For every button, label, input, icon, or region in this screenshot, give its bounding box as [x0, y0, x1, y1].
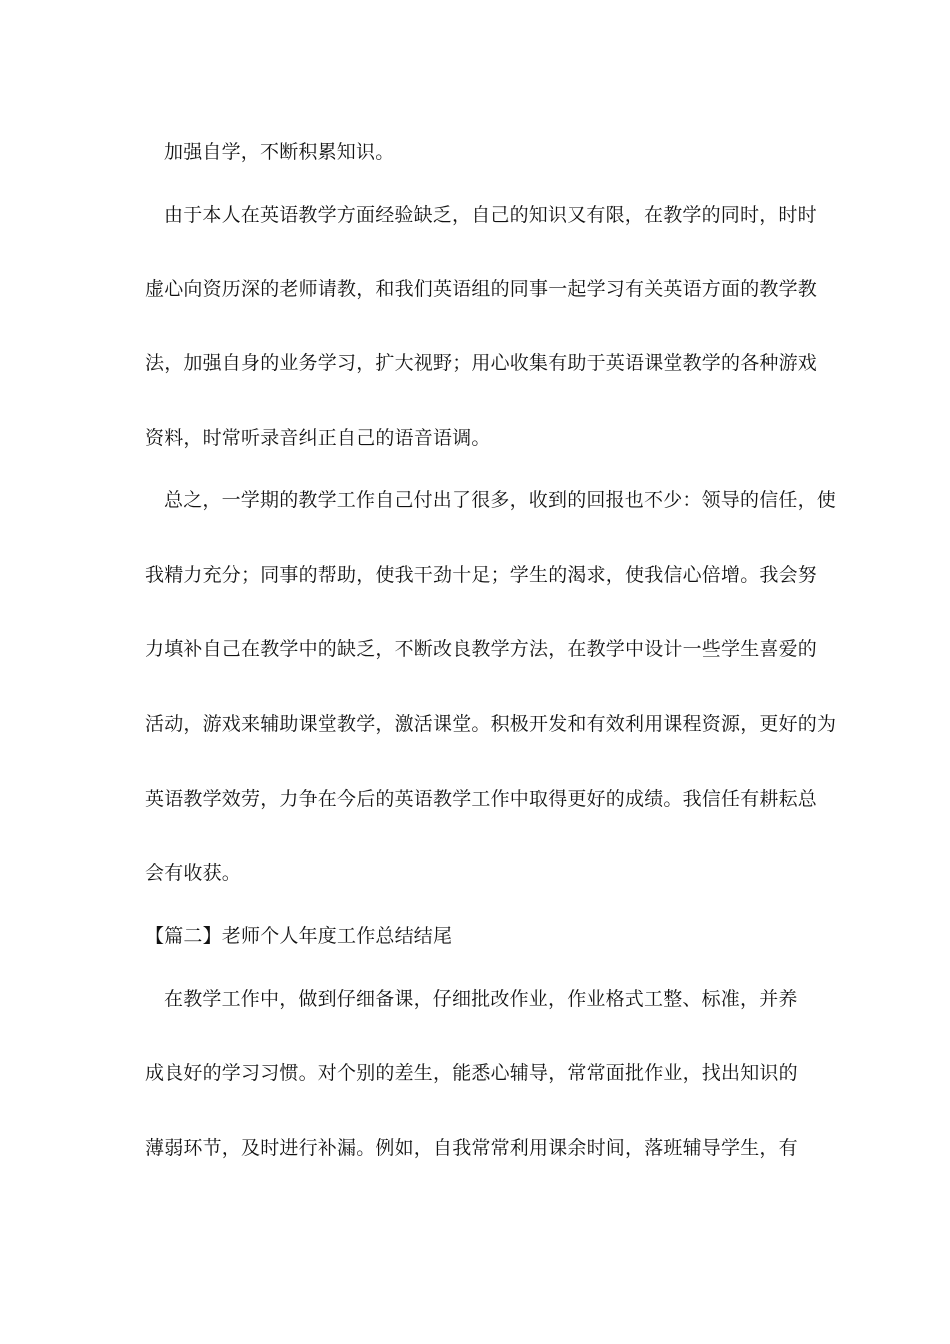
paragraph-line: 虚心向资历深的老师请教，和我们英语组的同事一起学习有关英语方面的教学教	[145, 278, 818, 300]
section-heading: 【篇二】老师个人年度工作总结结尾	[145, 925, 453, 947]
paragraph-line: 由于本人在英语教学方面经验缺乏，自己的知识又有限，在教学的同时，时时	[164, 204, 817, 226]
paragraph-line: 加强自学，不断积累知识。	[164, 141, 395, 163]
paragraph-line: 力填补自己在教学中的缺乏，不断改良教学方法，在教学中设计一些学生喜爱的	[145, 638, 818, 660]
paragraph-line: 法，加强自身的业务学习，扩大视野；用心收集有助于英语课堂教学的各种游戏	[145, 352, 818, 374]
paragraph-line: 英语教学效劳，力争在今后的英语教学工作中取得更好的成绩。我信任有耕耘总	[145, 788, 818, 810]
paragraph-line: 薄弱环节，及时进行补漏。例如，自我常常利用课余时间，落班辅导学生，有	[145, 1137, 798, 1159]
paragraph-line: 我精力充分；同事的帮助，使我干劲十足；学生的渴求，使我信心倍增。我会努	[145, 564, 818, 586]
paragraph-line: 会有收获。	[145, 862, 242, 884]
paragraph-line: 资料，时常听录音纠正自己的语音语调。	[145, 427, 491, 449]
paragraph-line: 活动，游戏来辅助课堂教学，激活课堂。积极开发和有效利用课程资源，更好的为	[145, 713, 837, 735]
paragraph-line: 在教学工作中，做到仔细备课，仔细批改作业，作业格式工整、标准，并养	[164, 988, 798, 1010]
paragraph-line: 总之，一学期的教学工作自己付出了很多，收到的回报也不少：领导的信任，使	[164, 489, 837, 511]
paragraph-line: 成良好的学习习惯。对个别的差生，能悉心辅导，常常面批作业，找出知识的	[145, 1062, 798, 1084]
